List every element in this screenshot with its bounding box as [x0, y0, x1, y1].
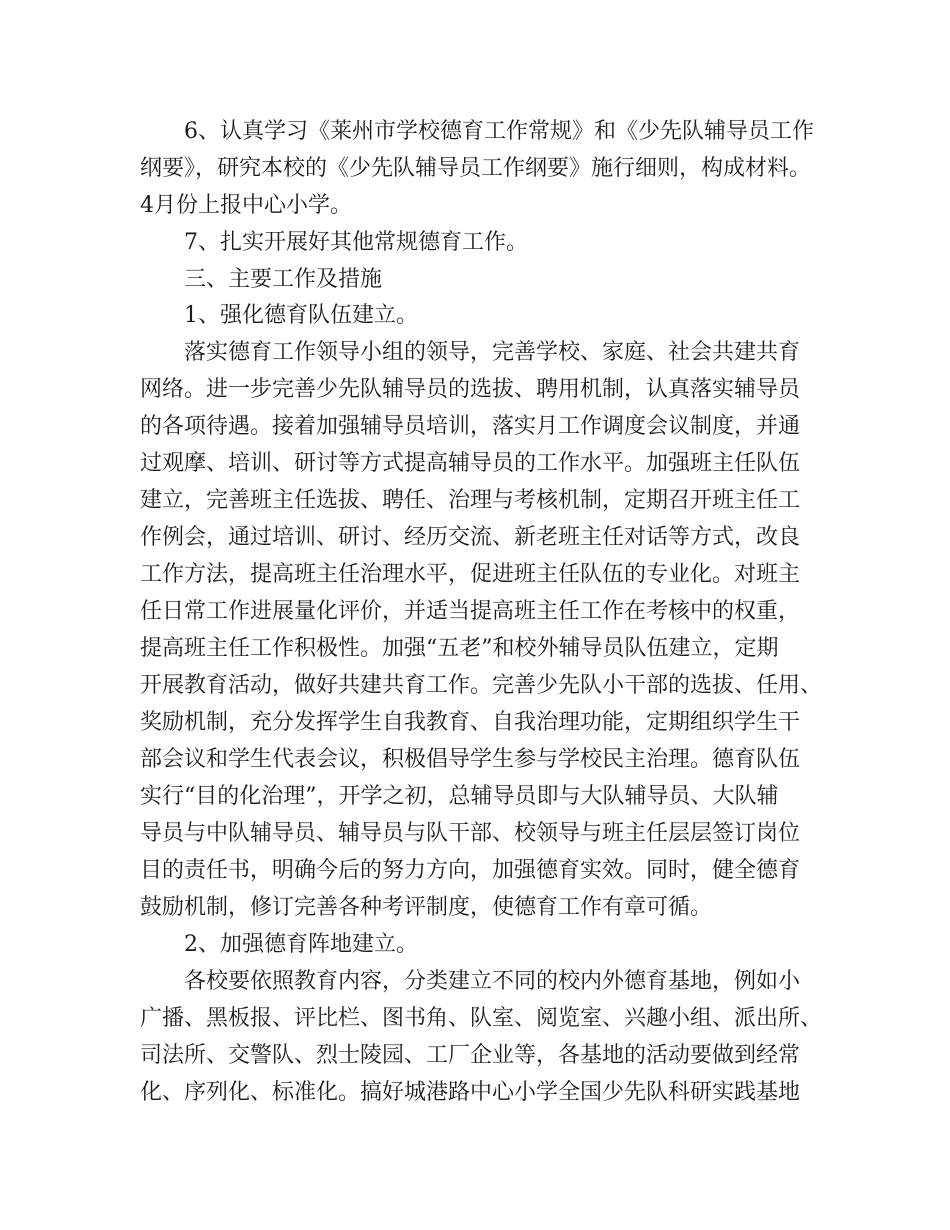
text-line: 过观摩、培训、研讨等方式提高辅导员的工作水平。加强班主任队伍 [140, 451, 801, 476]
section-heading: 三、主要工作及措施 [184, 267, 383, 292]
text-line: 导员与中队辅导员、辅导员与队干部、校领导与班主任层层签订岗位 [140, 821, 801, 846]
text-line: 实行“目的化治理”，开学之初，总辅导员即与大队辅导员、大队辅 [140, 784, 779, 809]
text-line: 4月份上报中心小学。 [140, 193, 352, 218]
text-line: 的各项待遇。接着加强辅导员培训，落实月工作调度会议制度，并通 [140, 414, 801, 439]
text-line: 建立，完善班主任选拔、聘任、治理与考核机制，定期召开班主任工 [140, 488, 801, 513]
text-line: 提高班主任工作积极性。加强“五老”和校外辅导员队伍建立，定期 [140, 636, 779, 661]
text-line: 广播、黑板报、评比栏、图书角、队室、阅览室、兴趣小组、派出所、 [140, 1006, 823, 1031]
text-line: 6、认真学习《莱州市学校德育工作常规》和《少先队辅导员工作 [184, 119, 814, 144]
subsection-heading: 1、强化德育队伍建立。 [184, 303, 418, 328]
subsection-heading: 2、加强德育阵地建立。 [184, 932, 418, 957]
text-line: 工作方法，提高班主任治理水平，促进班主任队伍的专业化。对班主 [140, 562, 801, 587]
text-line: 7、扎实开展好其他常规德育工作。 [184, 230, 528, 255]
text-line: 司法所、交警队、烈士陵园、工厂企业等，各基地的活动要做到经常 [140, 1043, 801, 1068]
text-line: 落实德育工作领导小组的领导，完善学校、家庭、社会共建共育 [184, 340, 801, 365]
text-line: 化、序列化、标准化。搞好城港路中心小学全国少先队科研实践基地 [140, 1080, 801, 1105]
text-line: 目的责任书，明确今后的努力方向，加强德育实效。同时，健全德育 [140, 858, 801, 883]
text-line: 奖励机制，充分发挥学生自我教育、自我治理功能，定期组织学生干 [140, 710, 801, 735]
text-line: 任日常工作进展量化评价，并适当提高班主任工作在考核中的权重， [140, 599, 801, 624]
text-line: 各校要依照教育内容，分类建立不同的校内外德育基地，例如小 [184, 969, 801, 994]
text-line: 网络。进一步完善少先队辅导员的选拔、聘用机制，认真落实辅导员 [140, 377, 801, 402]
text-line: 部会议和学生代表会议，积极倡导学生参与学校民主治理。德育队伍 [140, 747, 801, 772]
text-line: 鼓励机制，修订完善各种考评制度，使德育工作有章可循。 [140, 895, 713, 920]
text-line: 纲要》，研究本校的《少先队辅导员工作纲要》施行细则，构成材料。 [140, 156, 812, 181]
text-line: 开展教育活动，做好共建共育工作。完善少先队小干部的选拔、任用、 [140, 673, 823, 698]
text-line: 作例会，通过培训、研讨、经历交流、新老班主任对话等方式，改良 [140, 525, 801, 550]
